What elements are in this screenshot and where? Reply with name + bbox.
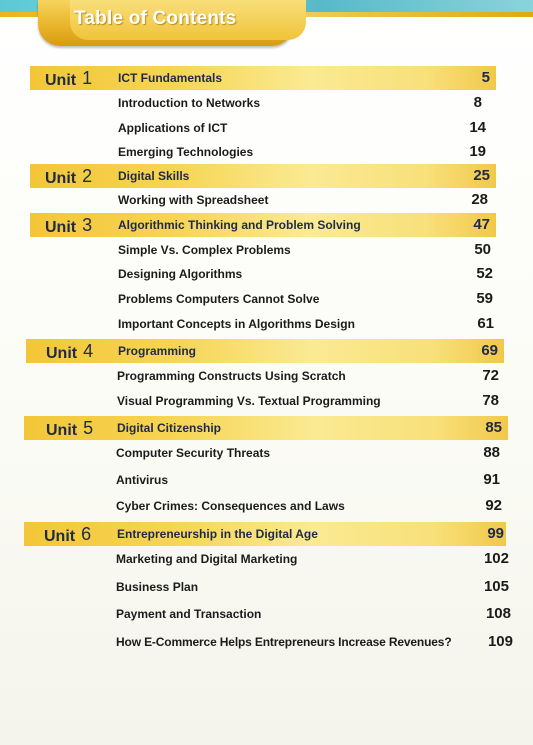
- unit-row-1[interactable]: [30, 66, 496, 90]
- unit-title: Programming: [118, 344, 197, 358]
- page-title: Table of Contents: [74, 8, 237, 29]
- entry-page-number: 108: [485, 605, 511, 622]
- entry-page-number: 52: [476, 265, 493, 282]
- unit-row-2[interactable]: [30, 164, 496, 188]
- unit-word: Unit: [46, 422, 78, 439]
- unit-title: Digital Skills: [118, 169, 190, 183]
- entry-page-number: 91: [483, 471, 500, 488]
- toc-entry[interactable]: [116, 444, 500, 464]
- entry-title: Programming Constructs Using Scratch: [117, 369, 346, 383]
- unit-word: Unit: [44, 528, 76, 545]
- toc-entry[interactable]: [116, 550, 509, 570]
- toc-entry[interactable]: [116, 497, 502, 517]
- entry-title: Business Plan: [116, 580, 199, 594]
- entry-page-number: 102: [483, 550, 509, 567]
- unit-row-5[interactable]: [24, 416, 508, 440]
- entry-title: Payment and Transaction: [116, 607, 262, 621]
- toc-entry[interactable]: [116, 633, 513, 653]
- toc-entry[interactable]: [117, 392, 499, 412]
- unit-row-3[interactable]: [30, 213, 496, 237]
- entry-page-number: 14: [469, 119, 486, 136]
- entry-page-number: 19: [469, 143, 486, 160]
- unit-number: 2: [82, 166, 93, 186]
- unit-row-6[interactable]: [24, 522, 506, 546]
- toc-entry[interactable]: [118, 265, 493, 285]
- unit-row-4[interactable]: [26, 339, 504, 363]
- unit-label: [46, 342, 93, 363]
- unit-number: 3: [82, 215, 93, 235]
- unit-page-number: 69: [481, 342, 498, 359]
- toc-entry[interactable]: [118, 119, 488, 139]
- unit-title: ICT Fundamentals: [118, 71, 223, 85]
- unit-label: [45, 216, 92, 237]
- unit-number: 1: [82, 68, 93, 88]
- toc-entry[interactable]: [118, 241, 491, 261]
- entry-page-number: 88: [483, 444, 500, 461]
- entry-title: Cyber Crimes: Consequences and Laws: [116, 499, 345, 513]
- entry-page-number: 72: [482, 367, 499, 384]
- toc-entry[interactable]: [118, 191, 488, 211]
- toc-entry[interactable]: [118, 94, 488, 114]
- entry-title: Problems Computers Cannot Solve: [118, 292, 320, 306]
- unit-label: [45, 69, 92, 90]
- toc-entry[interactable]: [116, 578, 509, 598]
- entry-title: Introduction to Networks: [118, 96, 260, 110]
- unit-page-number: 5: [481, 69, 490, 86]
- entry-page-number: 92: [485, 497, 502, 514]
- toc-entry[interactable]: [116, 605, 511, 625]
- entry-page-number: 50: [474, 241, 491, 258]
- entry-title: Working with Spreadsheet: [118, 193, 269, 207]
- entry-title: Emerging Technologies: [118, 145, 254, 159]
- entry-title: Applications of ICT: [118, 121, 228, 135]
- entry-title: Computer Security Threats: [116, 446, 271, 460]
- unit-title: Entrepreneurship in the Digital Age: [117, 527, 318, 541]
- unit-label: [45, 167, 92, 188]
- unit-title: Algorithmic Thinking and Problem Solving: [118, 218, 361, 232]
- entry-page-number: 28: [471, 191, 488, 208]
- unit-number: 4: [83, 341, 94, 361]
- unit-word: Unit: [46, 345, 78, 362]
- toc-entry[interactable]: [116, 471, 500, 491]
- entry-page-number: 78: [482, 392, 499, 409]
- unit-page-number: 25: [473, 167, 490, 184]
- entry-title: Designing Algorithms: [118, 267, 243, 281]
- unit-word: Unit: [45, 170, 77, 187]
- unit-page-number: 99: [487, 525, 504, 542]
- entry-page-number: 109: [487, 633, 513, 650]
- unit-word: Unit: [45, 72, 77, 89]
- toc-entry[interactable]: [118, 143, 488, 163]
- unit-number: 6: [81, 524, 92, 544]
- unit-label: [46, 419, 93, 440]
- unit-page-number: 85: [485, 419, 502, 436]
- entry-title: Antivirus: [116, 473, 169, 487]
- toc-entry[interactable]: [118, 315, 494, 335]
- entry-title: Simple Vs. Complex Problems: [118, 243, 291, 257]
- unit-number: 5: [83, 418, 94, 438]
- entry-title: Marketing and Digital Marketing: [116, 552, 298, 566]
- entry-title: Visual Programming Vs. Textual Programming: [117, 394, 381, 408]
- unit-word: Unit: [45, 219, 77, 236]
- toc-entry[interactable]: [117, 367, 499, 387]
- toc-entry[interactable]: [118, 290, 493, 310]
- entry-page-number: 59: [476, 290, 493, 307]
- unit-label: [44, 525, 91, 546]
- entry-page-number: 61: [477, 315, 494, 332]
- unit-title: Digital Citizenship: [117, 421, 222, 435]
- unit-page-number: 47: [473, 216, 490, 233]
- entry-page-number: 8: [473, 94, 482, 111]
- entry-title: How E-Commerce Helps Entrepreneurs Increase Revenues?: [116, 635, 452, 649]
- entry-title: Important Concepts in Algorithms Design: [118, 317, 355, 331]
- entry-page-number: 105: [483, 578, 509, 595]
